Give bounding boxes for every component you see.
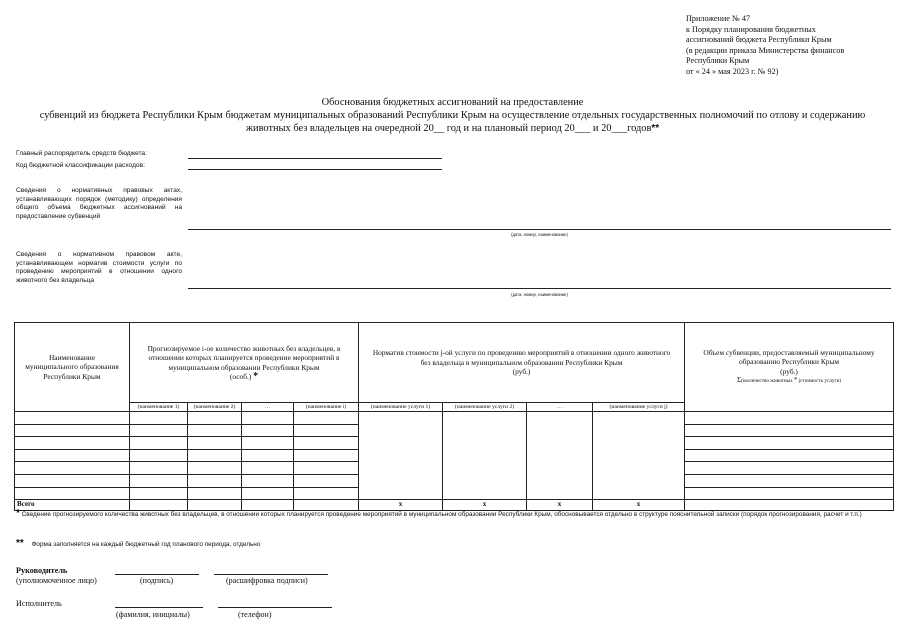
head-sign-caption: (подпись) [140, 576, 174, 585]
norm-act-field[interactable] [188, 288, 891, 289]
header-forecast-unit: (особ.) [229, 371, 252, 381]
cell[interactable] [294, 449, 359, 462]
total-mark: x [359, 500, 443, 510]
header-norm-unit: (руб.) [512, 367, 531, 377]
subheader-norm-j: (наименование услуги j) [593, 403, 685, 412]
norm-cell-dots[interactable] [527, 412, 593, 500]
header-forecast-text: Прогнозируемое i-ое количество животных без владельцев, в отношении которых планируется проведение мероприятий в муниципальном образовании Республики Крым [147, 343, 341, 372]
footnote-1-mark: * [16, 508, 20, 519]
cell[interactable] [188, 424, 242, 437]
cell[interactable] [685, 462, 894, 475]
cell[interactable] [130, 474, 188, 487]
header-forecast-unit-line [130, 372, 358, 381]
cell[interactable] [188, 474, 242, 487]
subheader-forecast-1: (наименование 1) [130, 403, 188, 412]
executor-label: Исполнитель [16, 599, 62, 608]
header-volume [685, 323, 894, 412]
table-row [15, 412, 894, 425]
budget-code-label: Код бюджетной классификации расходов: [16, 162, 145, 169]
cell[interactable] [294, 437, 359, 450]
cell[interactable] [294, 412, 359, 425]
formula-part-b: jстоимость услуги) [797, 377, 842, 384]
appendix-line: ассигнований бюджета Республики Крым [686, 35, 832, 45]
legal-acts-caption: (дата, номер, наименование) [511, 232, 568, 237]
formula-part-a: (iколичество животных [741, 377, 795, 384]
subheader-norm-1: (наименование услуги 1) [359, 403, 443, 412]
cell[interactable] [188, 449, 242, 462]
cell[interactable] [242, 474, 294, 487]
cell[interactable] [130, 412, 188, 425]
cell[interactable] [15, 487, 130, 500]
cell[interactable] [242, 437, 294, 450]
norm-cell-2[interactable] [443, 412, 527, 500]
main-manager-label: Главный распорядитель средств бюджета: [16, 150, 147, 157]
total-mark: x [527, 500, 593, 510]
appendix-line: от « 24 » мая 2023 г. № 92) [686, 66, 779, 76]
head-person-caption: (уполномоченное лицо) [16, 576, 97, 585]
total-mark: x [443, 500, 527, 510]
footnote-2 [16, 538, 874, 550]
title-line-3-text: животных без владельцев на очередной 20__ год и на плановый период 20___ и 20___годов [245, 123, 652, 134]
subvention-table [14, 322, 894, 511]
formula-sigma: Σ [736, 375, 742, 384]
cell[interactable] [242, 424, 294, 437]
norm-act-label: Сведения о нормативном правовом акте, устанавливающем норматив стоимости услуги по проведению мероприятий в отношении одного животного без владельца [16, 251, 182, 284]
cell[interactable] [685, 474, 894, 487]
cell[interactable] [294, 424, 359, 437]
cell[interactable] [685, 449, 894, 462]
cell[interactable] [130, 437, 188, 450]
norm-cell-1[interactable] [359, 412, 443, 500]
footnote-1 [16, 508, 874, 520]
title-line-1: Обоснования бюджетных ассигнований на предоставление [321, 97, 584, 108]
header-municipality-text: Наименование муниципального образования Республики Крым [25, 352, 119, 381]
footnote-1-text: Сведение прогнозируемого количества животных без владельцев, в отношении которых планируется проведение мероприятий в муниципальном образовании Республики Крым, обосновывается отдельно в структуре пояснительной записки (порядок прогнозирования, расчет и т.п.) [21, 511, 862, 518]
title-line-2: субвенций из бюджета Республики Крым бюджетам муниципальных образований Республики Крым на осуществление отдельных государственных полномочий по отлову и содержанию [39, 110, 866, 121]
head-label: Руководитель [16, 566, 68, 575]
title-footnote-mark: ** [651, 123, 660, 134]
appendix-line: к Порядку планирования бюджетных [686, 24, 816, 34]
appendix-line: (в редакции приказа Министерства финансов [686, 45, 845, 55]
header-forecast-mark: * [253, 370, 259, 382]
executor-phone-line[interactable] [218, 607, 332, 608]
subheader-norm-2: (наименование услуги 2) [443, 403, 527, 412]
subheader-forecast-2: (наименование 2) [188, 403, 242, 412]
cell[interactable] [130, 487, 188, 500]
table-header-row [15, 323, 894, 403]
cell[interactable] [15, 437, 130, 450]
header-volume-formula [685, 376, 893, 386]
header-norm [359, 323, 685, 403]
total-label: Всего [15, 500, 130, 510]
cell[interactable] [294, 474, 359, 487]
cell[interactable] [294, 462, 359, 475]
cell[interactable] [130, 424, 188, 437]
cell[interactable] [15, 474, 130, 487]
cell[interactable] [188, 437, 242, 450]
cell[interactable] [15, 449, 130, 462]
cell[interactable] [130, 462, 188, 475]
cell[interactable] [685, 487, 894, 500]
cell[interactable] [242, 412, 294, 425]
cell[interactable] [294, 487, 359, 500]
executor-name-caption: (фамилия, инициалы) [116, 610, 190, 619]
cell[interactable] [242, 462, 294, 475]
head-sign-line[interactable] [115, 574, 199, 575]
header-volume-unit: (руб.) [780, 366, 798, 376]
total-mark: x [593, 500, 685, 510]
subheader-forecast-i: (наименование i) [294, 403, 359, 412]
cell[interactable] [188, 412, 242, 425]
cell[interactable] [242, 487, 294, 500]
cell[interactable] [130, 449, 188, 462]
subheader-norm-dots: … [527, 403, 593, 412]
appendix-line: Приложение № 47 [686, 14, 751, 23]
appendix-block [686, 14, 896, 78]
norm-act-caption: (дата, номер, наименование) [511, 292, 568, 297]
cell[interactable] [15, 462, 130, 475]
head-decode-line[interactable] [214, 574, 328, 575]
budget-code-field[interactable] [188, 169, 442, 170]
cell[interactable] [188, 487, 242, 500]
legal-acts-label: Сведения о нормативных правовых актах, устанавливающих порядок (методику) определения общего объема бюджетных ассигнований на предоставление субвенций [16, 187, 182, 220]
footnote-2-text: Форма заполняется на каждый бюджетный год планового периода, отдельно [31, 541, 261, 548]
cell[interactable] [15, 412, 130, 425]
cell[interactable] [188, 462, 242, 475]
main-manager-field[interactable] [188, 158, 442, 159]
title-line-3 [0, 122, 905, 135]
head-decode-caption: (расшифровка подписи) [226, 576, 308, 585]
header-norm-text: Норматив стоимости j-ой услуги по проведению мероприятий в отношении одного животного без владельца в муниципальном образовании Республики Крым [372, 348, 671, 367]
cell[interactable] [685, 424, 894, 437]
executor-name-line[interactable] [115, 607, 203, 608]
subheader-forecast-dots: … [242, 403, 294, 412]
footnote-2-mark: ** [16, 538, 24, 549]
cell[interactable] [242, 449, 294, 462]
norm-cell-j[interactable] [593, 412, 685, 500]
legal-acts-field[interactable] [188, 229, 891, 230]
formula-star: * [794, 375, 798, 384]
header-forecast [130, 323, 359, 403]
executor-phone-caption: (телефон) [238, 610, 272, 619]
cell[interactable] [685, 412, 894, 425]
cell[interactable] [15, 424, 130, 437]
document-title [0, 96, 905, 135]
header-volume-text: Объем субвенции, предоставляемый муниципальному образованию Республики Крым [703, 347, 875, 367]
header-municipality [15, 323, 130, 412]
cell[interactable] [685, 437, 894, 450]
appendix-line: Республики Крым [686, 56, 750, 66]
